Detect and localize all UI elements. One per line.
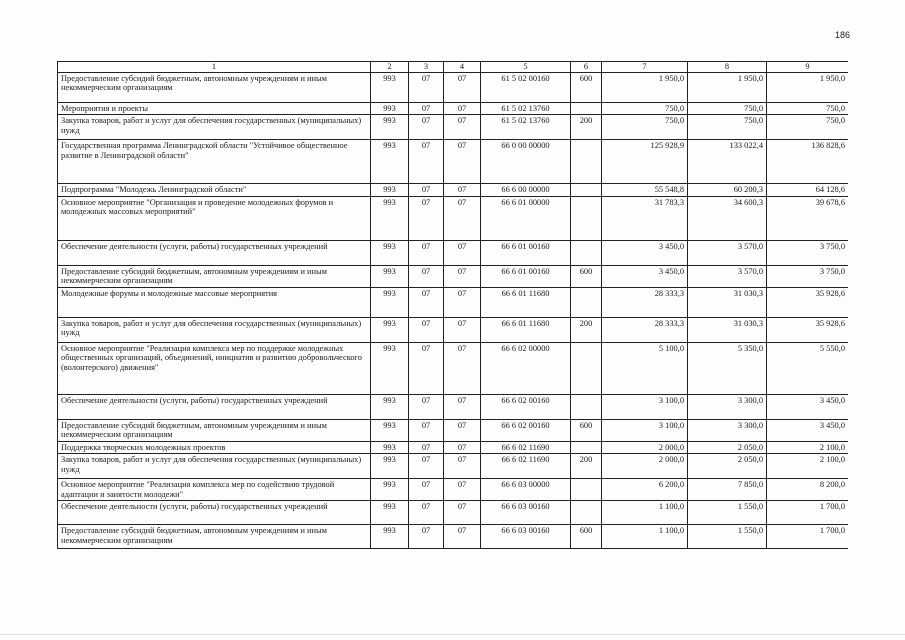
code-expense-type <box>571 196 602 240</box>
code-subsection: 07 <box>444 342 481 394</box>
code-target-item: 66 6 01 00000 <box>481 196 571 240</box>
code-target-item: 61 5 02 13760 <box>481 103 571 115</box>
row-name: Государственная программа Ленинградской области "Устойчивое общественное развитие в Ленинградской области" <box>58 140 371 184</box>
column-header: 9 <box>767 62 849 73</box>
code-subsection: 07 <box>444 317 481 342</box>
amount-year-3: 1 700,0 <box>767 525 849 549</box>
table-header-row <box>58 62 849 73</box>
amount-year-3: 3 750,0 <box>767 240 849 265</box>
column-header: 6 <box>571 62 602 73</box>
amount-year-3: 2 100,0 <box>767 441 849 453</box>
code-target-item: 66 6 01 00160 <box>481 265 571 287</box>
code-expense-type <box>571 394 602 419</box>
row-name: Мероприятия и проекты <box>58 103 371 115</box>
row-name: Обеспечение деятельности (услуги, работы) государственных учреждений <box>58 240 371 265</box>
amount-year-1: 125 928,9 <box>602 140 688 184</box>
amount-year-3: 35 928,6 <box>767 317 849 342</box>
code-target-item: 66 6 02 11690 <box>481 454 571 479</box>
code-grbs: 993 <box>371 287 409 317</box>
table-row <box>58 441 849 453</box>
code-target-item: 66 6 02 00000 <box>481 342 571 394</box>
code-expense-type: 600 <box>571 419 602 441</box>
row-name: Поддержка творческих молодежных проектов <box>58 441 371 453</box>
row-name: Основное мероприятие "Реализация комплекса мер по поддержке молодежных общественных организаций, объединений, инициатив и развитию добровольческого (волонтерского) движения" <box>58 342 371 394</box>
code-target-item: 66 0 00 00000 <box>481 140 571 184</box>
table-row <box>58 140 849 184</box>
table-row <box>58 73 849 103</box>
code-expense-type <box>571 140 602 184</box>
amount-year-2: 750,0 <box>688 115 767 140</box>
scan-edge-line <box>0 634 905 635</box>
column-header: 4 <box>444 62 481 73</box>
code-subsection: 07 <box>444 103 481 115</box>
code-target-item: 66 6 03 00160 <box>481 501 571 525</box>
code-expense-type <box>571 441 602 453</box>
table-row <box>58 394 849 419</box>
amount-year-1: 1 100,0 <box>602 501 688 525</box>
budget-table-frame <box>57 61 848 571</box>
amount-year-2: 133 022,4 <box>688 140 767 184</box>
amount-year-2: 3 300,0 <box>688 394 767 419</box>
budget-table <box>57 61 848 549</box>
code-expense-type <box>571 287 602 317</box>
code-expense-type: 600 <box>571 525 602 549</box>
table-row <box>58 184 849 196</box>
row-name: Подпрограмма "Молодежь Ленинградской области" <box>58 184 371 196</box>
amount-year-1: 31 783,3 <box>602 196 688 240</box>
amount-year-1: 3 450,0 <box>602 265 688 287</box>
code-subsection: 07 <box>444 454 481 479</box>
code-subsection: 07 <box>444 265 481 287</box>
code-section: 07 <box>409 140 444 184</box>
code-section: 07 <box>409 317 444 342</box>
code-grbs: 993 <box>371 184 409 196</box>
code-expense-type <box>571 240 602 265</box>
code-section: 07 <box>409 287 444 317</box>
row-name: Предоставление субсидий бюджетным, автономным учреждениям и иным некоммерческим организациям <box>58 419 371 441</box>
amount-year-3: 3 750,0 <box>767 265 849 287</box>
code-grbs: 993 <box>371 342 409 394</box>
code-grbs: 993 <box>371 317 409 342</box>
amount-year-3: 3 450,0 <box>767 419 849 441</box>
column-header: 1 <box>58 62 371 73</box>
code-section: 07 <box>409 454 444 479</box>
table-row <box>58 103 849 115</box>
code-section: 07 <box>409 525 444 549</box>
amount-year-3: 750,0 <box>767 103 849 115</box>
row-name: Предоставление субсидий бюджетным, автономным учреждениям и иным некоммерческим организациям <box>58 265 371 287</box>
table-row <box>58 240 849 265</box>
code-grbs: 993 <box>371 501 409 525</box>
code-subsection: 07 <box>444 441 481 453</box>
code-section: 07 <box>409 265 444 287</box>
amount-year-3: 2 100,0 <box>767 454 849 479</box>
code-target-item: 66 6 02 11690 <box>481 441 571 453</box>
code-subsection: 07 <box>444 115 481 140</box>
amount-year-1: 2 000,0 <box>602 441 688 453</box>
code-subsection: 07 <box>444 196 481 240</box>
table-row <box>58 317 849 342</box>
page-number: 186 <box>834 30 850 40</box>
amount-year-3: 39 678,6 <box>767 196 849 240</box>
code-subsection: 07 <box>444 140 481 184</box>
table-row <box>58 265 849 287</box>
amount-year-3: 1 950,0 <box>767 73 849 103</box>
amount-year-2: 31 030,3 <box>688 317 767 342</box>
amount-year-1: 3 100,0 <box>602 394 688 419</box>
code-grbs: 993 <box>371 265 409 287</box>
code-section: 07 <box>409 501 444 525</box>
code-subsection: 07 <box>444 394 481 419</box>
column-header: 7 <box>602 62 688 73</box>
amount-year-2: 31 030,3 <box>688 287 767 317</box>
amount-year-1: 750,0 <box>602 115 688 140</box>
row-name: Предоставление субсидий бюджетным, автономным учреждениям и иным некоммерческим организациям <box>58 73 371 103</box>
code-grbs: 993 <box>371 525 409 549</box>
code-target-item: 61 5 02 00160 <box>481 73 571 103</box>
row-name: Предоставление субсидий бюджетным, автономным учреждениям и иным некоммерческим организациям <box>58 525 371 549</box>
amount-year-3: 1 700,0 <box>767 501 849 525</box>
row-name: Закупка товаров, работ и услуг для обеспечения государственных (муниципальных) нужд <box>58 454 371 479</box>
code-expense-type: 600 <box>571 73 602 103</box>
code-grbs: 993 <box>371 454 409 479</box>
code-expense-type <box>571 479 602 501</box>
amount-year-3: 3 450,0 <box>767 394 849 419</box>
amount-year-2: 750,0 <box>688 103 767 115</box>
column-header: 5 <box>481 62 571 73</box>
code-target-item: 66 6 00 00000 <box>481 184 571 196</box>
code-grbs: 993 <box>371 73 409 103</box>
code-section: 07 <box>409 73 444 103</box>
code-expense-type <box>571 501 602 525</box>
table-row <box>58 115 849 140</box>
code-grbs: 993 <box>371 196 409 240</box>
row-name: Основное мероприятие "Реализация комплекса мер по содействию трудовой адаптации и занятости молодежи" <box>58 479 371 501</box>
code-expense-type: 200 <box>571 115 602 140</box>
amount-year-1: 28 333,3 <box>602 287 688 317</box>
amount-year-3: 136 828,6 <box>767 140 849 184</box>
amount-year-2: 34 600,3 <box>688 196 767 240</box>
code-subsection: 07 <box>444 525 481 549</box>
code-target-item: 66 6 01 11680 <box>481 287 571 317</box>
code-subsection: 07 <box>444 287 481 317</box>
code-section: 07 <box>409 240 444 265</box>
code-target-item: 66 6 02 00160 <box>481 419 571 441</box>
row-name: Молодежные форумы и молодежные массовые мероприятия <box>58 287 371 317</box>
code-target-item: 66 6 02 00160 <box>481 394 571 419</box>
column-header: 3 <box>409 62 444 73</box>
code-expense-type <box>571 342 602 394</box>
code-section: 07 <box>409 394 444 419</box>
code-expense-type <box>571 184 602 196</box>
amount-year-2: 1 550,0 <box>688 501 767 525</box>
table-row <box>58 287 849 317</box>
amount-year-1: 3 450,0 <box>602 240 688 265</box>
amount-year-3: 5 550,0 <box>767 342 849 394</box>
code-expense-type: 600 <box>571 265 602 287</box>
code-grbs: 993 <box>371 479 409 501</box>
code-target-item: 66 6 03 00160 <box>481 525 571 549</box>
amount-year-3: 64 128,6 <box>767 184 849 196</box>
code-grbs: 993 <box>371 419 409 441</box>
code-section: 07 <box>409 479 444 501</box>
amount-year-3: 35 928,6 <box>767 287 849 317</box>
amount-year-2: 2 050,0 <box>688 454 767 479</box>
amount-year-2: 1 950,0 <box>688 73 767 103</box>
code-target-item: 66 6 01 00160 <box>481 240 571 265</box>
table-row <box>58 342 849 394</box>
row-name: Обеспечение деятельности (услуги, работы) государственных учреждений <box>58 394 371 419</box>
code-subsection: 07 <box>444 184 481 196</box>
code-grbs: 993 <box>371 140 409 184</box>
column-header: 2 <box>371 62 409 73</box>
code-target-item: 61 5 02 13760 <box>481 115 571 140</box>
amount-year-3: 8 200,0 <box>767 479 849 501</box>
column-header: 8 <box>688 62 767 73</box>
code-grbs: 993 <box>371 115 409 140</box>
code-section: 07 <box>409 419 444 441</box>
amount-year-1: 55 548,8 <box>602 184 688 196</box>
table-row <box>58 196 849 240</box>
code-expense-type: 200 <box>571 317 602 342</box>
amount-year-1: 1 100,0 <box>602 525 688 549</box>
amount-year-3: 750,0 <box>767 115 849 140</box>
code-section: 07 <box>409 103 444 115</box>
code-subsection: 07 <box>444 419 481 441</box>
code-grbs: 993 <box>371 441 409 453</box>
table-row <box>58 525 849 549</box>
code-grbs: 993 <box>371 394 409 419</box>
amount-year-2: 7 850,0 <box>688 479 767 501</box>
amount-year-1: 1 950,0 <box>602 73 688 103</box>
row-name: Обеспечение деятельности (услуги, работы) государственных учреждений <box>58 501 371 525</box>
code-subsection: 07 <box>444 240 481 265</box>
code-expense-type: 200 <box>571 454 602 479</box>
amount-year-2: 5 350,0 <box>688 342 767 394</box>
code-section: 07 <box>409 184 444 196</box>
row-name: Закупка товаров, работ и услуг для обеспечения государственных (муниципальных) нужд <box>58 115 371 140</box>
amount-year-1: 3 100,0 <box>602 419 688 441</box>
code-target-item: 66 6 03 00000 <box>481 479 571 501</box>
code-subsection: 07 <box>444 501 481 525</box>
amount-year-2: 3 570,0 <box>688 240 767 265</box>
code-section: 07 <box>409 115 444 140</box>
code-section: 07 <box>409 196 444 240</box>
code-target-item: 66 6 01 11680 <box>481 317 571 342</box>
amount-year-1: 750,0 <box>602 103 688 115</box>
amount-year-1: 6 200,0 <box>602 479 688 501</box>
amount-year-2: 60 200,3 <box>688 184 767 196</box>
table-row <box>58 419 849 441</box>
row-name: Закупка товаров, работ и услуг для обеспечения государственных (муниципальных) нужд <box>58 317 371 342</box>
code-grbs: 993 <box>371 240 409 265</box>
row-name: Основное мероприятие "Организация и проведение молодежных форумов и молодежных массовых мероприятий" <box>58 196 371 240</box>
amount-year-2: 1 550,0 <box>688 525 767 549</box>
table-row <box>58 454 849 479</box>
code-section: 07 <box>409 441 444 453</box>
amount-year-1: 5 100,0 <box>602 342 688 394</box>
code-expense-type <box>571 103 602 115</box>
amount-year-1: 2 000,0 <box>602 454 688 479</box>
amount-year-2: 3 570,0 <box>688 265 767 287</box>
code-subsection: 07 <box>444 73 481 103</box>
amount-year-1: 28 333,3 <box>602 317 688 342</box>
amount-year-2: 3 300,0 <box>688 419 767 441</box>
amount-year-2: 2 050,0 <box>688 441 767 453</box>
code-subsection: 07 <box>444 479 481 501</box>
table-row <box>58 501 849 525</box>
code-grbs: 993 <box>371 103 409 115</box>
table-row <box>58 479 849 501</box>
code-section: 07 <box>409 342 444 394</box>
